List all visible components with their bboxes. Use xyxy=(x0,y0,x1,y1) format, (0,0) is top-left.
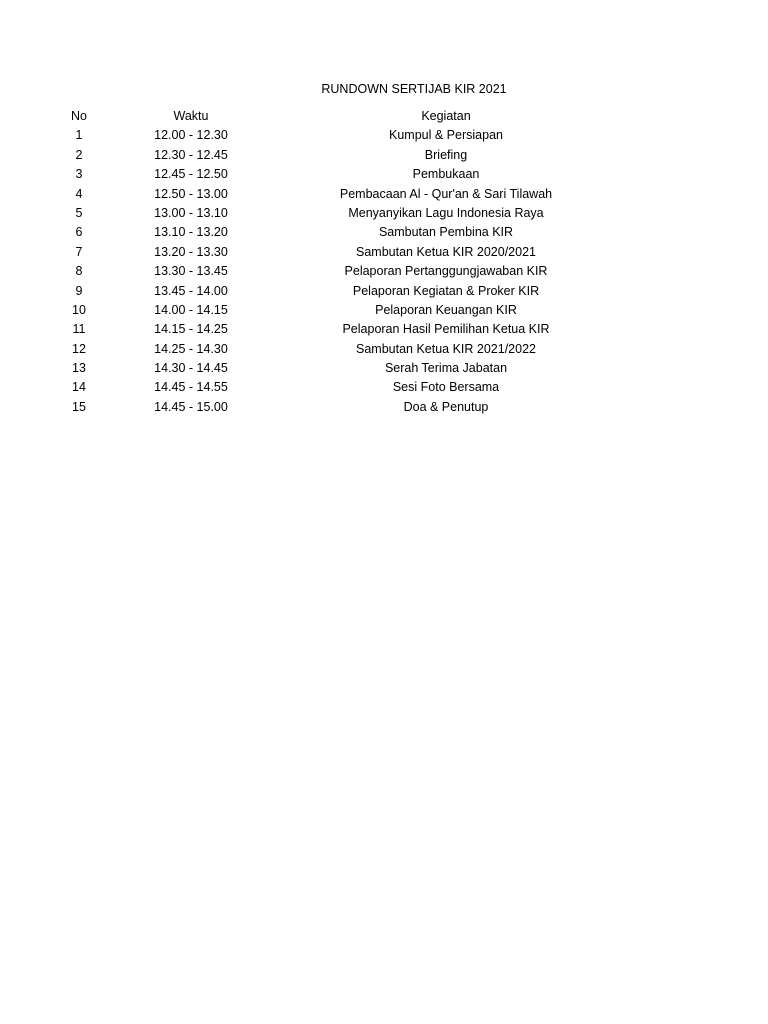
table-row xyxy=(0,398,768,417)
row-time: 12.45 - 12.50 xyxy=(154,167,228,182)
row-no: 9 xyxy=(75,283,83,298)
row-time: 14.45 - 15.00 xyxy=(154,399,228,414)
row-time: 14.15 - 14.25 xyxy=(154,322,228,337)
row-no: 4 xyxy=(75,186,83,201)
row-no: 11 xyxy=(72,322,86,337)
row-time: 13.10 - 13.20 xyxy=(154,225,228,240)
row-no: 14 xyxy=(72,380,86,395)
table-row xyxy=(0,204,768,223)
row-time: 14.30 - 14.45 xyxy=(154,361,228,376)
table-row xyxy=(0,301,768,320)
row-no: 6 xyxy=(75,225,83,240)
row-time: 13.00 - 13.10 xyxy=(154,205,228,220)
row-no: 15 xyxy=(72,399,86,414)
row-time: 12.50 - 13.00 xyxy=(154,186,228,201)
rundown-table xyxy=(0,107,768,417)
table-row xyxy=(0,282,768,301)
row-no: 8 xyxy=(75,264,83,279)
table-row xyxy=(0,165,768,184)
row-activity: Doa & Penutup xyxy=(403,399,489,414)
row-time: 14.25 - 14.30 xyxy=(154,341,228,356)
row-no: 10 xyxy=(72,302,86,317)
row-time: 13.30 - 13.45 xyxy=(154,264,228,279)
table-row xyxy=(0,185,768,204)
table-row xyxy=(0,223,768,242)
row-activity: Kumpul & Persiapan xyxy=(389,128,503,143)
row-no: 7 xyxy=(75,244,83,259)
header-waktu: Waktu xyxy=(173,109,209,123)
row-time: 12.00 - 12.30 xyxy=(154,128,228,143)
row-activity: Pembukaan xyxy=(412,167,480,182)
row-no: 2 xyxy=(75,147,83,162)
table-row xyxy=(0,320,768,339)
row-time: 14.00 - 14.15 xyxy=(154,302,228,317)
table-row xyxy=(0,146,768,165)
row-activity: Sambutan Pembina KIR xyxy=(378,225,514,240)
row-no: 1 xyxy=(75,128,83,143)
row-activity: Pembacaan Al - Qur'an & Sari Tilawah xyxy=(339,186,553,201)
header-no: No xyxy=(71,109,87,123)
row-activity: Menyanyikan Lagu Indonesia Raya xyxy=(348,205,544,220)
row-no: 12 xyxy=(72,341,86,356)
table-row xyxy=(0,378,768,397)
row-activity: Serah Terima Jabatan xyxy=(384,361,508,376)
row-activity: Sesi Foto Bersama xyxy=(392,380,500,395)
table-row xyxy=(0,340,768,359)
row-activity: Sambutan Ketua KIR 2021/2022 xyxy=(356,341,536,356)
row-no: 13 xyxy=(72,361,86,376)
table-row xyxy=(0,243,768,262)
row-time: 14.45 - 14.55 xyxy=(154,380,228,395)
table-row xyxy=(0,126,768,145)
row-no: 5 xyxy=(75,205,83,220)
row-time: 13.20 - 13.30 xyxy=(154,244,228,259)
row-activity: Pelaporan Keuangan KIR xyxy=(375,302,517,317)
row-time: 12.30 - 12.45 xyxy=(154,147,228,162)
row-activity: Pelaporan Hasil Pemilihan Ketua KIR xyxy=(342,322,550,337)
document-title: RUNDOWN SERTIJAB KIR 2021 xyxy=(321,82,507,96)
row-activity: Pelaporan Pertanggungjawaban KIR xyxy=(344,264,548,279)
row-activity: Briefing xyxy=(424,147,468,162)
table-row xyxy=(0,262,768,281)
row-activity: Pelaporan Kegiatan & Proker KIR xyxy=(352,283,540,298)
table-header-row xyxy=(0,107,768,126)
header-kegiatan: Kegiatan xyxy=(421,109,471,123)
row-no: 3 xyxy=(75,167,83,182)
row-time: 13.45 - 14.00 xyxy=(154,283,228,298)
table-row xyxy=(0,359,768,378)
row-activity: Sambutan Ketua KIR 2020/2021 xyxy=(356,244,536,259)
